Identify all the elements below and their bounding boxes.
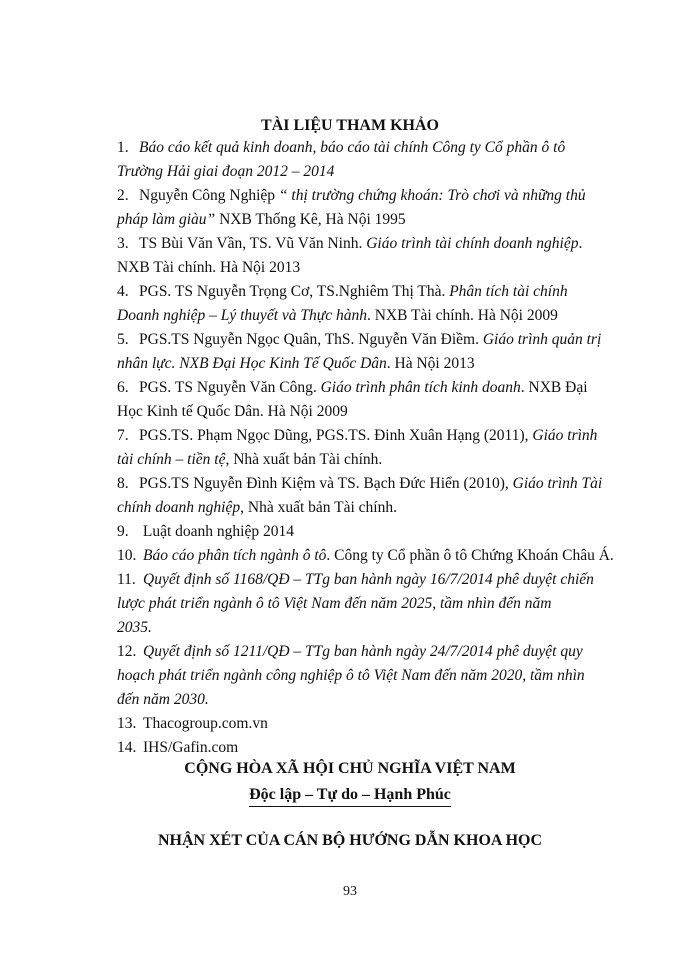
review-heading: NHẬN XÉT CỦA CÁN BỘ HƯỚNG DẪN KHOA HỌC <box>157 832 543 849</box>
reference-number: 13. <box>117 715 137 732</box>
reference-text-segment: Giáo trình phân tích kinh doanh <box>320 379 521 396</box>
reference-text-segment: Luật doanh nghiệp 2014 <box>139 523 294 540</box>
reference-number: 3. <box>117 235 129 252</box>
reference-number: 5. <box>117 331 129 348</box>
reference-line <box>117 616 633 640</box>
reference-number: 14. <box>117 739 137 756</box>
reference-text-segment: Quyết định số 1168/QĐ – TTg ban hành ngày 16/7/2014 phê duyệt chiến <box>143 571 594 588</box>
reference-number: 12. <box>117 643 137 660</box>
reference-line <box>117 448 633 472</box>
reference-line <box>139 139 565 156</box>
reference-text-segment: . Hà Nội 2013 <box>386 355 475 372</box>
reference-number: 4. <box>117 283 129 300</box>
reference-line <box>117 688 633 712</box>
reference-item <box>117 640 633 712</box>
reference-number: 11. <box>117 571 136 588</box>
reference-text-segment: NXB Thống Kê, Hà Nội 1995 <box>215 211 406 228</box>
reference-text-segment: “ thị trường chứng khoán: Trò chơi và những thủ <box>278 187 586 204</box>
reference-text-segment: đến năm 2030. <box>117 691 209 708</box>
reference-line <box>139 379 588 396</box>
reference-text-segment: Quyết định số 1211/QĐ – TTg ban hành ngày 24/7/2014 phê duyệt quy <box>143 643 583 660</box>
reference-number: 6. <box>117 379 129 396</box>
reference-text-segment: Báo cáo kết quả kinh doanh, báo cáo tài chính Công ty Cổ phần ô tô <box>139 139 566 156</box>
reference-text-segment: . NXB Tài chính. Hà Nội 2009 <box>366 307 558 324</box>
reference-text-segment: tài chính – tiền tệ <box>117 451 226 468</box>
reference-text-segment: . <box>578 235 583 252</box>
reference-text-segment: PGS. TS Nguyễn Văn Công. <box>139 379 321 396</box>
reference-text-segment: Nguyễn Công Nghiệp <box>139 187 279 204</box>
reference-text-segment: Giáo trình tài chính doanh nghiệp <box>366 235 579 252</box>
reference-line <box>117 160 633 184</box>
reference-number: 7. <box>117 427 129 444</box>
reference-text-segment: NXB Tài chính. Hà Nội 2013 <box>117 259 301 276</box>
reference-line <box>117 664 633 688</box>
reference-number: 1. <box>117 139 129 156</box>
reference-number: 8. <box>117 475 129 492</box>
reference-line <box>117 400 633 424</box>
page-number: 93 <box>343 884 357 899</box>
reference-text-segment: hoạch phát triển ngành công nghiệp ô tô Việt Nam đến năm 2020, tầm nhìn <box>117 667 585 684</box>
reference-text-segment: PGS. TS Nguyễn Trọng Cơ, TS.Nghiêm Thị Thà. <box>139 283 450 300</box>
reference-text-segment: . Công ty Cổ phần ô tô Chứng Khoán Châu Á. <box>326 547 614 564</box>
reference-number: 9. <box>117 523 129 540</box>
reference-line <box>139 187 586 204</box>
reference-text-segment: , Nhà xuất bản Tài chính. <box>240 499 397 516</box>
reference-text-segment: Báo cáo phân tích ngành ô tô <box>143 547 327 564</box>
reference-text-segment: PGS.TS Nguyễn Ngọc Quân, ThS. Nguyễn Văn Điềm. <box>139 331 483 348</box>
reference-text-segment: Giáo trình <box>532 427 598 444</box>
reference-text-segment: Học Kinh tế Quốc Dân. Hà Nội 2009 <box>117 403 348 420</box>
reference-line <box>117 592 633 616</box>
reference-item <box>117 280 633 328</box>
reference-text-segment: Trường Hải giai đoạn 2012 – 2014 <box>117 163 335 180</box>
reference-line <box>139 523 294 540</box>
reference-text-segment: PGS.TS. Phạm Ngọc Dũng, PGS.TS. Đinh Xuân Hạng (2011), <box>139 427 533 444</box>
reference-text-segment: . NXB Đại <box>520 379 588 396</box>
reference-item <box>117 568 633 640</box>
reference-item <box>117 184 633 232</box>
reference-line <box>139 331 601 348</box>
reference-line <box>117 352 633 376</box>
reference-item <box>117 376 633 424</box>
reference-item <box>117 736 633 760</box>
reference-text-segment: pháp làm giàu” <box>117 211 216 228</box>
motto-line <box>0 786 700 804</box>
reference-line <box>143 547 614 564</box>
reference-item <box>117 712 633 736</box>
reference-text-segment: TS Bùi Văn Vần, TS. Vũ Văn Ninh. <box>139 235 367 252</box>
reference-text-segment: chính doanh nghiệp <box>117 499 241 516</box>
reference-item <box>117 472 633 520</box>
reference-line <box>139 235 582 252</box>
reference-item <box>117 232 633 280</box>
reference-item <box>117 520 633 544</box>
reference-line <box>143 715 268 732</box>
reference-item <box>117 136 633 184</box>
reference-line <box>117 496 633 520</box>
motto-text: Độc lập – Tự do – Hạnh Phúc <box>249 786 451 807</box>
reference-text-segment: , Nhà xuất bản Tài chính. <box>225 451 383 468</box>
reference-line <box>139 427 597 444</box>
reference-line <box>139 475 602 492</box>
reference-text-segment: Phân tích tài chính <box>449 283 568 300</box>
reference-line <box>139 283 568 300</box>
reference-text-segment: lược phát triển ngành ô tô Việt Nam đến năm 2025, tầm nhìn đến năm <box>117 595 552 612</box>
reference-text-segment: Doanh nghiệp – Lý thuyết và Thực hành <box>117 307 367 324</box>
reference-text-segment: Giáo trình quản trị <box>482 331 602 348</box>
reference-item <box>117 544 633 568</box>
republic-heading: CỘNG HÒA XÃ HỘI CHỦ NGHĨA VIỆT NAM <box>184 760 516 777</box>
reference-item <box>117 328 633 376</box>
reference-text-segment: Thacogroup.com.vn <box>143 715 268 732</box>
reference-number: 10. <box>117 547 137 564</box>
reference-text-segment: PGS.TS Nguyễn Đình Kiệm và TS. Bạch Đức Hiển (2010), <box>139 475 513 492</box>
reference-line <box>143 643 583 660</box>
reference-line <box>117 208 633 232</box>
references-title: TÀI LIỆU THAM KHẢO <box>261 117 439 134</box>
reference-line <box>117 256 633 280</box>
reference-line <box>143 571 594 588</box>
reference-text-segment: 2035. <box>117 619 152 636</box>
reference-text-segment: nhân lực. NXB Đại Học Kinh Tế Quốc Dân <box>117 355 387 372</box>
reference-line <box>143 739 238 756</box>
reference-line <box>117 304 633 328</box>
reference-number: 2. <box>117 187 129 204</box>
reference-item <box>117 424 633 472</box>
reference-text-segment: IHS/Gafin.com <box>143 739 239 756</box>
reference-text-segment: Giáo trình Tài <box>512 475 603 492</box>
